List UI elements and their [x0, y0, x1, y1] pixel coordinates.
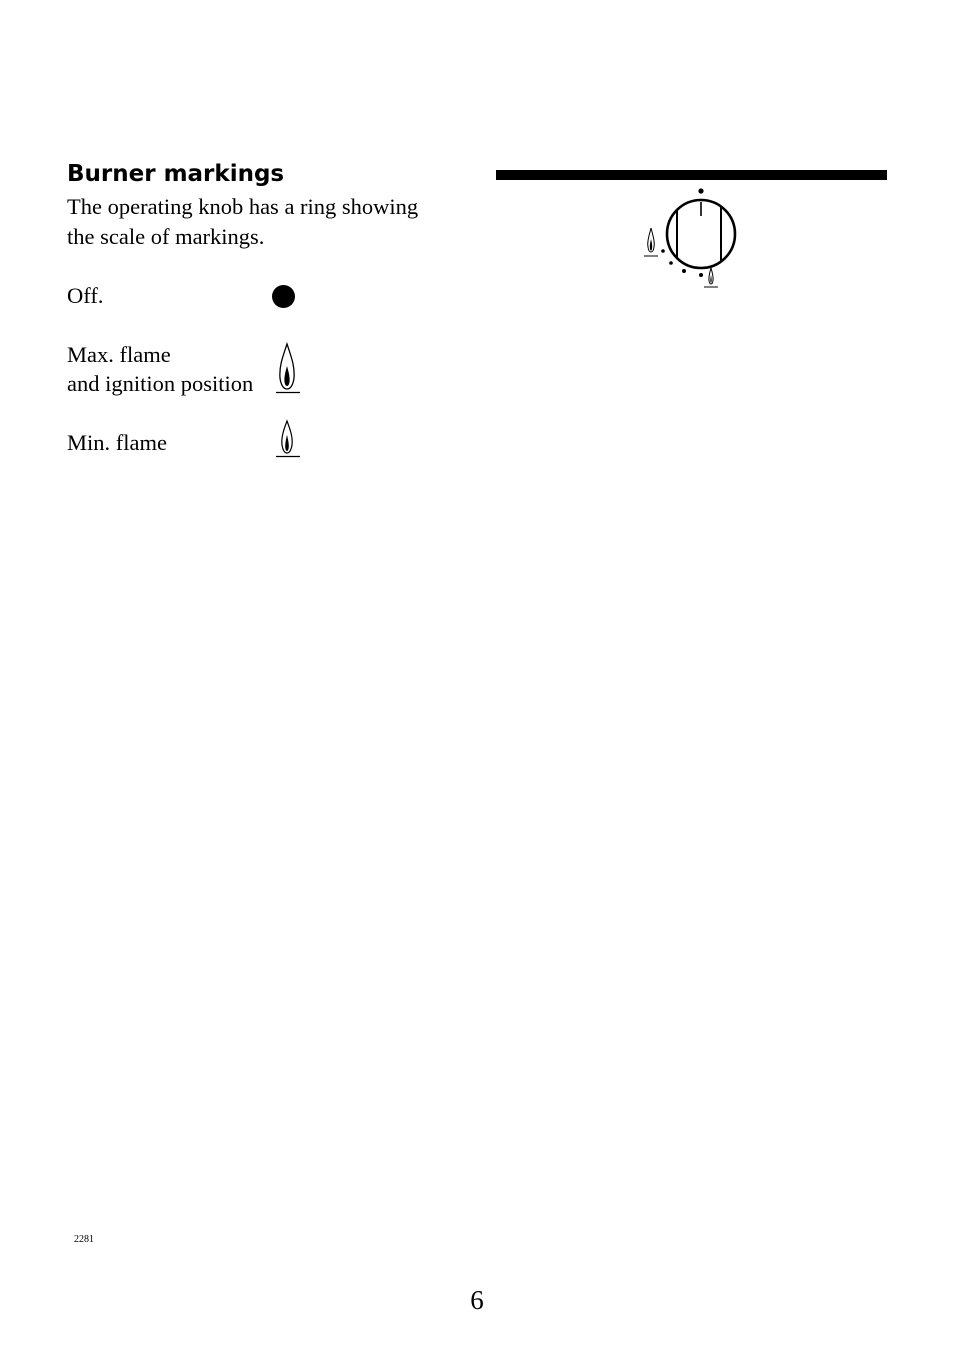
small-flame-icon [274, 418, 302, 460]
section-rule [496, 170, 887, 180]
page-number: 6 [470, 1285, 484, 1315]
marking-max-label-line-1: Max. flame [67, 342, 171, 367]
off-dot-icon [271, 284, 297, 310]
document-code: 2281 [74, 1234, 94, 1245]
intro-line-1: The operating knob has a ring showing [67, 194, 419, 219]
burner-knob-icon [640, 184, 750, 294]
intro-line-2: the scale of markings. [67, 224, 265, 249]
intro-text [67, 192, 477, 252]
marking-max-label-line-2: and ignition position [67, 371, 254, 396]
marking-off-label: Off. [67, 283, 104, 308]
section-heading: Burner markings [67, 161, 285, 187]
marking-min-label: Min. flame [67, 430, 167, 455]
marking-max-label [67, 340, 253, 398]
large-flame-icon [274, 342, 302, 396]
